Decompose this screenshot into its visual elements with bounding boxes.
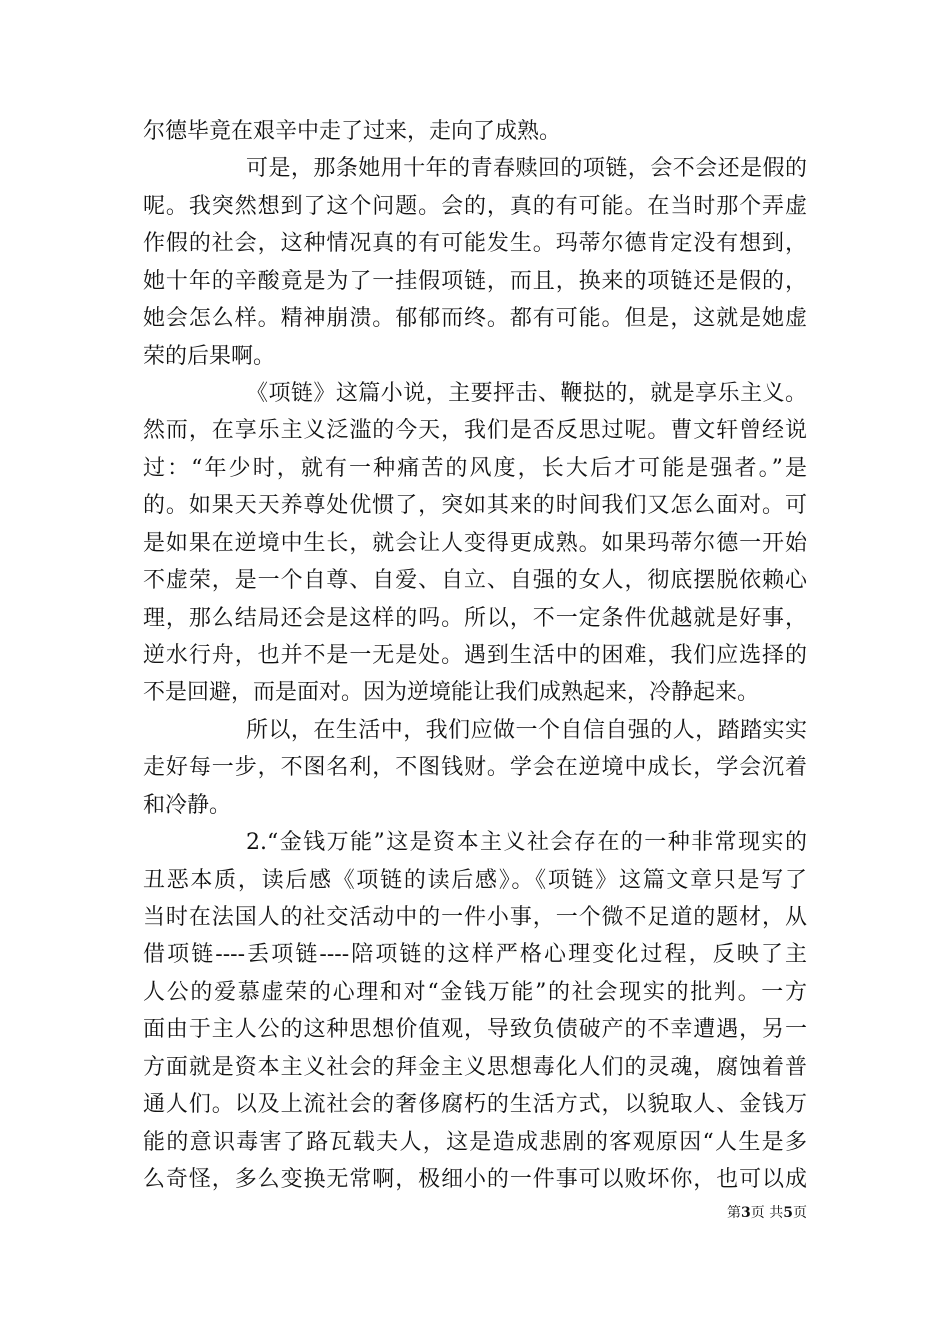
text-line-23: 借项链----丢项链----陪项链的这样严格心理变化过程，反映了主	[143, 942, 807, 967]
text-line-2: 可是，那条她用十年的青春赎回的项链，会不会还是假的	[246, 156, 807, 181]
text-line-11: 的。如果天天养尊处优惯了，突如其来的时间我们又怎么面对。可	[143, 493, 807, 518]
text-line-1: 尔德毕竟在艰辛中走了过来，走向了成熟。	[143, 119, 562, 144]
text-line-21: 丑恶本质，读后感《项链的读后感》。《项链》这篇文章只是写了	[143, 868, 807, 893]
text-line-19: 和冷静。	[143, 793, 232, 818]
text-line-13: 不虚荣，是一个自尊、自爱、自立、自强的女人，彻底摆脱依赖心	[143, 568, 807, 593]
text-line-27: 通人们。以及上流社会的奢侈腐朽的生活方式，以貌取人、金钱万	[143, 1092, 807, 1117]
text-line-25: 面由于主人公的这种思想价值观，导致负债破产的不幸遭遇，另一	[143, 1017, 807, 1042]
text-line-15: 逆水行舟，也并不是一无是处。遇到生活中的困难，我们应选择的	[143, 643, 807, 668]
text-line-26: 方面就是资本主义社会的拜金主义思想毒化人们的灵魂，腐蚀着普	[143, 1055, 807, 1080]
text-line-28: 能的意识毒害了路瓦载夫人，这是造成悲剧的客观原因“人生是多	[143, 1130, 807, 1155]
text-line-8: 《项链》这篇小说，主要抨击、鞭挞的，就是享乐主义。	[246, 381, 807, 406]
text-line-29: 么奇怪，多么变换无常啊，极细小的一件事可以败坏你，也可以成	[143, 1167, 807, 1192]
footer-prefix: 第	[727, 1205, 742, 1221]
text-line-6: 她会怎么样。精神崩溃。郁郁而终。都有可能。但是，这就是她虚	[143, 306, 807, 331]
text-line-9: 然而，在享乐主义泛滥的今天，我们是否反思过呢。曹文轩曾经说	[143, 418, 807, 443]
text-line-22: 当时在法国人的社交活动中的一件小事，一个微不足道的题材，从	[143, 905, 807, 930]
text-line-24: 人公的爱慕虚荣的心理和对“金钱万能”的社会现实的批判。一方	[143, 980, 807, 1005]
page-footer	[727, 1203, 807, 1223]
footer-suffix: 页	[793, 1205, 807, 1221]
text-line-14: 理，那么结局还会是这样的吗。所以，不一定条件优越就是好事，	[143, 606, 807, 631]
text-line-5: 她十年的辛酸竟是为了一挂假项链，而且，换来的项链还是假的，	[143, 269, 807, 294]
text-line-3: 呢。我突然想到了这个问题。会的，真的有可能。在当时那个弄虚	[143, 194, 807, 219]
text-line-18: 走好每一步，不图名利，不图钱财。学会在逆境中成长，学会沉着	[143, 755, 807, 780]
footer-current-page: 3	[741, 1205, 751, 1221]
footer-middle: 页 共	[750, 1205, 784, 1221]
text-line-4: 作假的社会，这种情况真的有可能发生。玛蒂尔德肯定没有想到，	[143, 231, 807, 256]
text-line-20: 2.“金钱万能”这是资本主义社会存在的一种非常现实的	[246, 830, 807, 855]
text-line-17: 所以，在生活中，我们应做一个自信自强的人，踏踏实实	[246, 718, 807, 743]
footer-total-pages: 5	[783, 1205, 793, 1221]
text-line-16: 不是回避，而是面对。因为逆境能让我们成熟起来，冷静起来。	[143, 680, 760, 705]
text-line-12: 是如果在逆境中生长，就会让人变得更成熟。如果玛蒂尔德一开始	[143, 531, 807, 556]
text-line-7: 荣的后果啊。	[143, 344, 276, 369]
text-line-10: 过：“年少时，就有一种痛苦的风度，长大后才可能是强者。”是	[143, 456, 807, 481]
